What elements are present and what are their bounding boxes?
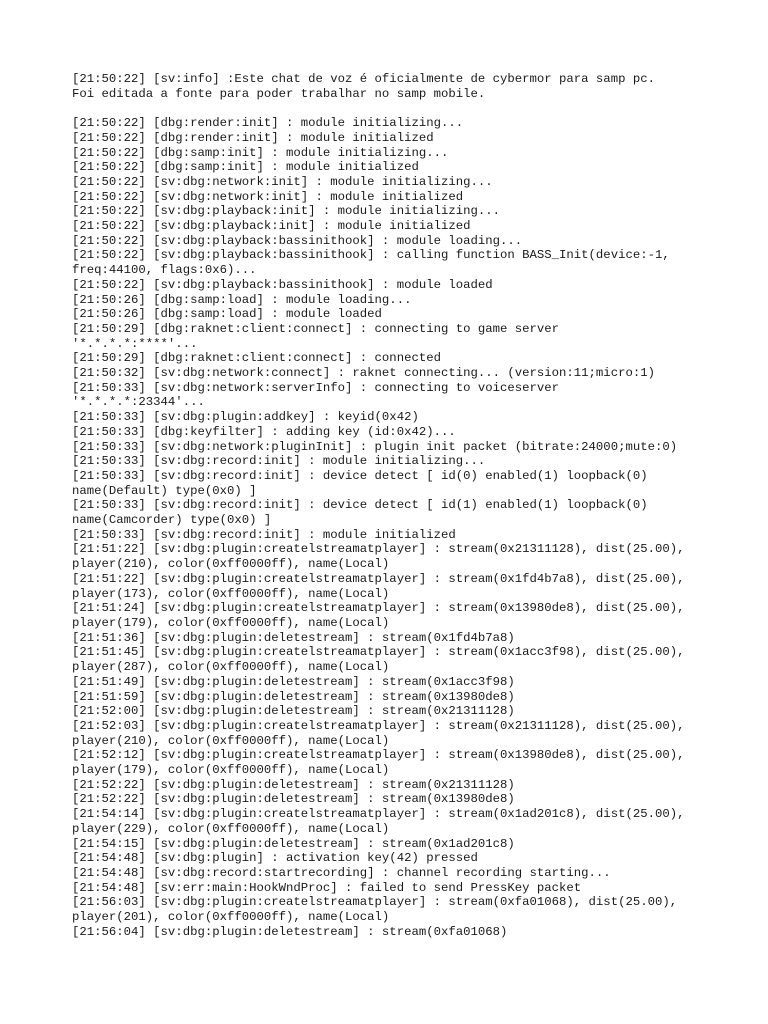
log-line: [21:51:45] [sv:dbg:plugin:createlstreamatplayer] : stream(0x1acc3f98), dist(25.00),	[72, 645, 685, 660]
log-line: [21:50:33] [sv:dbg:network:pluginInit] : plugin init packet (bitrate:24000;mute:0)	[72, 439, 678, 454]
log-line: [21:50:33] [sv:dbg:record:init] : module initialized	[72, 527, 456, 542]
log-line: player(210), color(0xff0000ff), name(Local)	[72, 733, 390, 748]
log-line: [21:50:22] [sv:dbg:playback:init] : module initializing...	[72, 204, 501, 219]
log-line: [21:50:29] [dbg:raknet:client:connect] : connected	[72, 351, 441, 366]
log-line: [21:51:22] [sv:dbg:plugin:createlstreamatplayer] : stream(0x1fd4b7a8), dist(25.00),	[72, 571, 685, 586]
log-line: player(201), color(0xff0000ff), name(Local)	[72, 910, 390, 925]
log-line: '*.*.*.*:****'...	[72, 336, 198, 351]
log-line: [21:51:36] [sv:dbg:plugin:deletestream] : stream(0x1fd4b7a8)	[72, 630, 515, 645]
log-line: [21:50:33] [sv:dbg:record:init] : device detect [ id(0) enabled(1) loopback(0)	[72, 468, 648, 483]
log-line: [21:56:03] [sv:dbg:plugin:createlstreamatplayer] : stream(0xfa01068), dist(25.00),	[72, 895, 678, 910]
log-line: player(173), color(0xff0000ff), name(Local)	[72, 586, 390, 601]
log-line: [21:50:32] [sv:dbg:network:connect] : raknet connecting... (version:11;micro:1)	[72, 366, 655, 381]
log-line: [21:50:33] [dbg:keyfilter] : adding key (id:0x42)...	[72, 424, 456, 439]
log-line: [21:50:22] [dbg:render:init] : module initializing...	[72, 116, 464, 131]
log-line: [21:54:14] [sv:dbg:plugin:createlstreamatplayer] : stream(0x1ad201c8), dist(25.00),	[72, 807, 685, 822]
log-line: [21:50:29] [dbg:raknet:client:connect] : connecting to game server	[72, 321, 560, 336]
log-line: [21:52:00] [sv:dbg:plugin:deletestream] : stream(0x21311128)	[72, 704, 515, 719]
log-line: [21:50:22] [dbg:samp:init] : module initializing...	[72, 145, 449, 160]
log-line: [21:56:04] [sv:dbg:plugin:deletestream] : stream(0xfa01068)	[72, 924, 508, 939]
log-line: name(Default) type(0x0) ]	[72, 483, 257, 498]
log-line: [21:54:48] [sv:err:main:HookWndProc] : failed to send PressKey packet	[72, 880, 582, 895]
log-line: name(Camcorder) type(0x0) ]	[72, 513, 272, 528]
log-line: [21:50:33] [sv:dbg:plugin:addkey] : keyid(0x42)	[72, 410, 419, 425]
log-line: [21:50:22] [dbg:render:init] : module initialized	[72, 130, 434, 145]
log-line: [21:54:48] [sv:dbg:record:startrecording] : channel recording starting...	[72, 865, 611, 880]
log-line: [21:50:22] [sv:dbg:playback:bassinithook] : module loaded	[72, 277, 493, 292]
log-line: [21:50:26] [dbg:samp:load] : module loading...	[72, 292, 412, 307]
log-line: player(210), color(0xff0000ff), name(Local)	[72, 557, 390, 572]
intro-line: [21:50:22] [sv:info] :Este chat de voz é oficialmente de cybermor para samp pc.	[72, 72, 655, 86]
log-line: [21:50:22] [sv:dbg:playback:bassinithook] : calling function BASS_Init(device:-1,	[72, 248, 670, 263]
log-line: [21:51:22] [sv:dbg:plugin:createlstreamatplayer] : stream(0x21311128), dist(25.00),	[72, 542, 685, 557]
intro-line: Foi editada a fonte para poder trabalhar no samp mobile.	[72, 86, 486, 101]
log-line: [21:54:15] [sv:dbg:plugin:deletestream] : stream(0x1ad201c8)	[72, 836, 515, 851]
log-line: player(287), color(0xff0000ff), name(Local)	[72, 660, 390, 675]
log-line: [21:51:49] [sv:dbg:plugin:deletestream] : stream(0x1acc3f98)	[72, 674, 515, 689]
log-line: [21:52:22] [sv:dbg:plugin:deletestream] : stream(0x13980de8)	[72, 792, 515, 807]
intro-text-block	[72, 72, 728, 101]
log-line: [21:50:33] [sv:dbg:record:init] : module initializing...	[72, 454, 486, 469]
log-line: [21:51:59] [sv:dbg:plugin:deletestream] : stream(0x13980de8)	[72, 689, 515, 704]
log-line: [21:50:22] [sv:dbg:playback:init] : module initialized	[72, 219, 471, 234]
log-line: player(179), color(0xff0000ff), name(Local)	[72, 763, 390, 778]
log-line: '*.*.*.*:23344'...	[72, 395, 205, 410]
log-line: [21:50:22] [sv:dbg:network:init] : module initializing...	[72, 174, 493, 189]
log-line: freq:44100, flags:0x6)...	[72, 263, 257, 278]
log-line: [21:50:26] [dbg:samp:load] : module loaded	[72, 307, 382, 322]
log-line: player(179), color(0xff0000ff), name(Local)	[72, 616, 390, 630]
log-line: [21:50:22] [dbg:samp:init] : module initialized	[72, 160, 419, 175]
log-line: [21:52:12] [sv:dbg:plugin:createlstreamatplayer] : stream(0x13980de8), dist(25.00),	[72, 748, 685, 763]
log-line: [21:50:33] [sv:dbg:record:init] : device detect [ id(1) enabled(1) loopback(0)	[72, 498, 648, 513]
log-line: [21:52:03] [sv:dbg:plugin:createlstreamatplayer] : stream(0x21311128), dist(25.00),	[72, 718, 685, 733]
log-line: [21:50:22] [sv:dbg:playback:bassinithook] : module loading...	[72, 233, 523, 248]
log-line: player(229), color(0xff0000ff), name(Local)	[72, 821, 390, 836]
debug-log-block	[72, 116, 728, 939]
log-line: [21:50:33] [sv:dbg:network:serverInfo] : connecting to voiceserver	[72, 380, 560, 395]
log-line: [21:50:22] [sv:dbg:network:init] : module initialized	[72, 189, 464, 204]
log-line: [21:51:24] [sv:dbg:plugin:createlstreamatplayer] : stream(0x13980de8), dist(25.00),	[72, 601, 685, 616]
log-line: [21:52:22] [sv:dbg:plugin:deletestream] : stream(0x21311128)	[72, 777, 515, 792]
log-line: [21:54:48] [sv:dbg:plugin] : activation key(42) pressed	[72, 851, 478, 866]
